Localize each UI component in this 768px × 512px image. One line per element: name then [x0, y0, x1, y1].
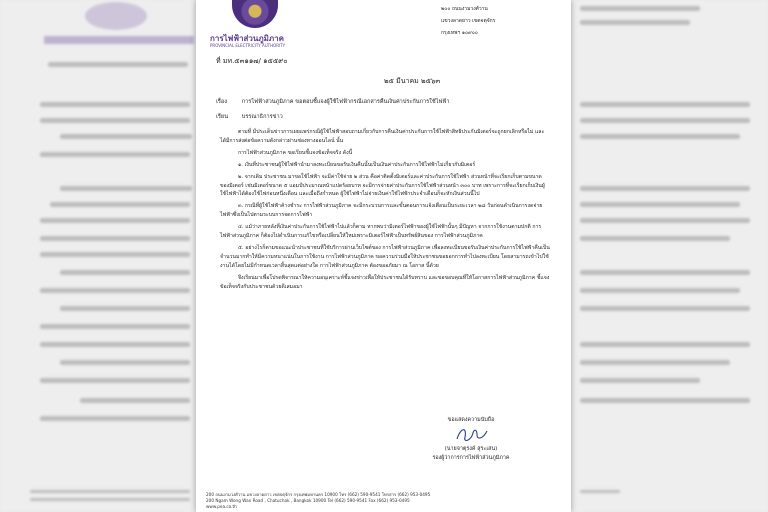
signatory-name: (นายจาตุรงค์ สุระเสน): [444, 446, 498, 452]
footer-line: 200 ถนนงามวงศ์วาน แขวงลาดยาว เขตจตุจักร กรุงเทพมหานคร 10900 โทร (662) 590-9541 โทรสาร (662) 953-0495: [206, 492, 431, 497]
letterhead-address: [441, 3, 495, 39]
signature-block: [416, 416, 526, 463]
org-name-thai: การไฟฟ้าส่วนภูมิภาค: [210, 34, 284, 43]
body-paragraph: ๕. อย่างไรก็ตามขอแนะนำประชาชนที่ใช้บริการผ่านเว็บไซต์ของ การไฟฟ้าส่วนภูมิภาค เพื่อลงทะเบียนขอรับเงินค่าประกันการใช้ไฟฟ้าคืนเป็นจำนวนมากทำให้มีความหนาแน่นในการใช้งาน การไฟฟ้าส่วนภูมิภาค ขอความร่วมมือให้ประชาชนขอยอกการทำไปลงทะเบียน โดยสามารถเข้าไปใช้งานได้โดยไม่มีกำหนดเวลาสิ้นสุดแต่อย่างใด การไฟฟ้าส่วนภูมิภาค ต้องขออภัยมา ณ โอกาส นี้ด้วย: [220, 244, 550, 269]
background-org-name: [44, 36, 194, 44]
recipient-line: [216, 113, 283, 121]
body-paragraph: ๔. แม้ว่าภายหลังที่เงินค่าประกันการใช้ไฟฟ้าไปแล้วก็ตาม หากพบว่ามิเตอร์ไฟฟ้าของผู้ใช้ไฟฟ้านั้นๆ มีปัญหา จากการใช้งานตามปกติ การไฟฟ้าส่วนภูมิภาค ก็ต้องไปดำเนินการแก้ไขหรือเปลี่ยนให้ใหม่เพราะมิเตอร์ไฟฟ้าเป็นทรัพย์สินของ การไฟฟ้าส่วนภูมิภาค: [220, 224, 542, 240]
address-line: ๒๐๐ ถนนงามวงศ์วาน: [441, 6, 488, 12]
body-paragraph: การไฟฟ้าส่วนภูมิภาค ขอเรียนชี้แจงข้อเท็จจริง ดังนี้: [238, 149, 353, 156]
pea-logo: [232, 0, 278, 28]
body-paragraph: ตามที่ มีประเด็นข่าวการเผยแพร่กรณีผู้ใช้ไฟฟ้าสอบถามเกี่ยวกับการคืนเงินค่าประกันการใช้ไฟฟ้าสิทธิประกันมิเตอร์จะถูกยกเลิกหรือไม่ และได้มีการส่งต่อข้อความดังกล่าวผ่านช่องทางออนไลน์ นั้น: [220, 129, 545, 144]
address-line: แขวงลาดยาว เขตจตุจักร: [441, 18, 496, 24]
body-paragraph: ๒. จากเดิม ประชาชน มาขอใช้ไฟฟ้า จะมีค่าใช้จ่าย ๒ ส่วน คือค่าติดตั้งมิเตอร์และค่าประกันการใช้ไฟฟ้า ส่วนหน้าที่จะเรียกเก็บตามขนาดของมิเตอร์ เช่นมิเตอร์ขนาด ๕ แอมป์ประมาณหน้าแปดร้อยบาท จะมีการจ่ายค่าประกันการใช้ไฟฟ้าส่วนหน้า ๓๐๐ บาท เพราะการที่จะเรียกเก็บเงินผู้ใช้ไฟฟ้าได้ต้องใช้ไฟก่อนหนึ่งเดือน และเมื่อถึงกำหนด ผู้ใช้ไฟฟ้าไม่จ่ายเงินค่าใช้ไฟฟ้าประจำเดือนก็จะหักเงินส่วนนี้ไป: [220, 173, 545, 198]
pea-seal-icon: [232, 0, 278, 28]
body-paragraph: จึงเรียนมาเพื่อโปรดพิจารณาให้ความอนุเคราะห์ชี้แจงข่าวเพื่อให้ประชาชนได้รับทราบ และขอขอบคุณที่ให้โอกาสการไฟฟ้าส่วนภูมิภาค ชี้แจงข้อเท็จจริงกับประชาชนด้วยดีเสมอมา: [220, 274, 550, 290]
signatory-title: รองผู้ว่าการการไฟฟ้าส่วนภูมิภาค: [432, 455, 510, 461]
body-paragraph: ๓. กรณีที่ผู้ใช้ไฟฟ้าค้างชำระ การไฟฟ้าส่วนภูมิภาค จะมีกระบวนการและขั้นตอนการแจ้งเตือนเป็นระยะเวลา ๒๘ วันก่อนดำเนินการงดจ่ายไฟฟ้าซึ่งเป็นไปตามระบบการจดการไฟฟ้า: [220, 203, 543, 219]
body-paragraph: ๑. เงินที่ประชาชนผู้ใช้ไฟฟ้านำมาลงทะเบียนขอรับเงินคืนนั้นเป็นเงินค่าประกันการใช้ไฟฟ้าไม่เกี่ยวกับมิเตอร์: [238, 161, 476, 168]
letter-date: ๒๕ มีนาคม ๒๕๖๓: [384, 77, 441, 85]
subject-text: การไฟฟ้าส่วนภูมิภาค ขอตอบชี้แจงผู้ใช้ไฟฟ้ากรณีเอกสารคืนเงินค่าประกันการใช้ไฟฟ้า: [241, 99, 450, 105]
reference-number: ที่ มท.๕๓๑๑๗/ ๑๕๕๙๐: [216, 57, 288, 65]
address-line: กรุงเทพฯ ๑๐๙๐๐: [441, 30, 478, 36]
letter-body: [220, 128, 550, 292]
recipient-label: เรียน: [216, 114, 229, 120]
background-logo: [85, 2, 147, 30]
closing-text: ขอแสดงความนับถือ: [447, 417, 495, 423]
subject-label: เรื่อง: [216, 99, 228, 105]
recipient-text: บรรณาธิการข่าว: [241, 114, 283, 120]
org-name-english: PROVINCIAL ELECTRICITY AUTHORITY: [210, 43, 286, 48]
letter-footer: [206, 492, 430, 510]
handwritten-signature: [416, 425, 526, 445]
subject-line: [216, 98, 450, 106]
footer-website: www.pea.co.th: [206, 504, 237, 509]
footer-line: 200 Ngam Wong Wan Road , Chatuchak , Bangkok 10900 Tel (662) 590-9541 Fax (662) 953-0495: [206, 498, 410, 503]
letter-page: [196, 0, 571, 512]
